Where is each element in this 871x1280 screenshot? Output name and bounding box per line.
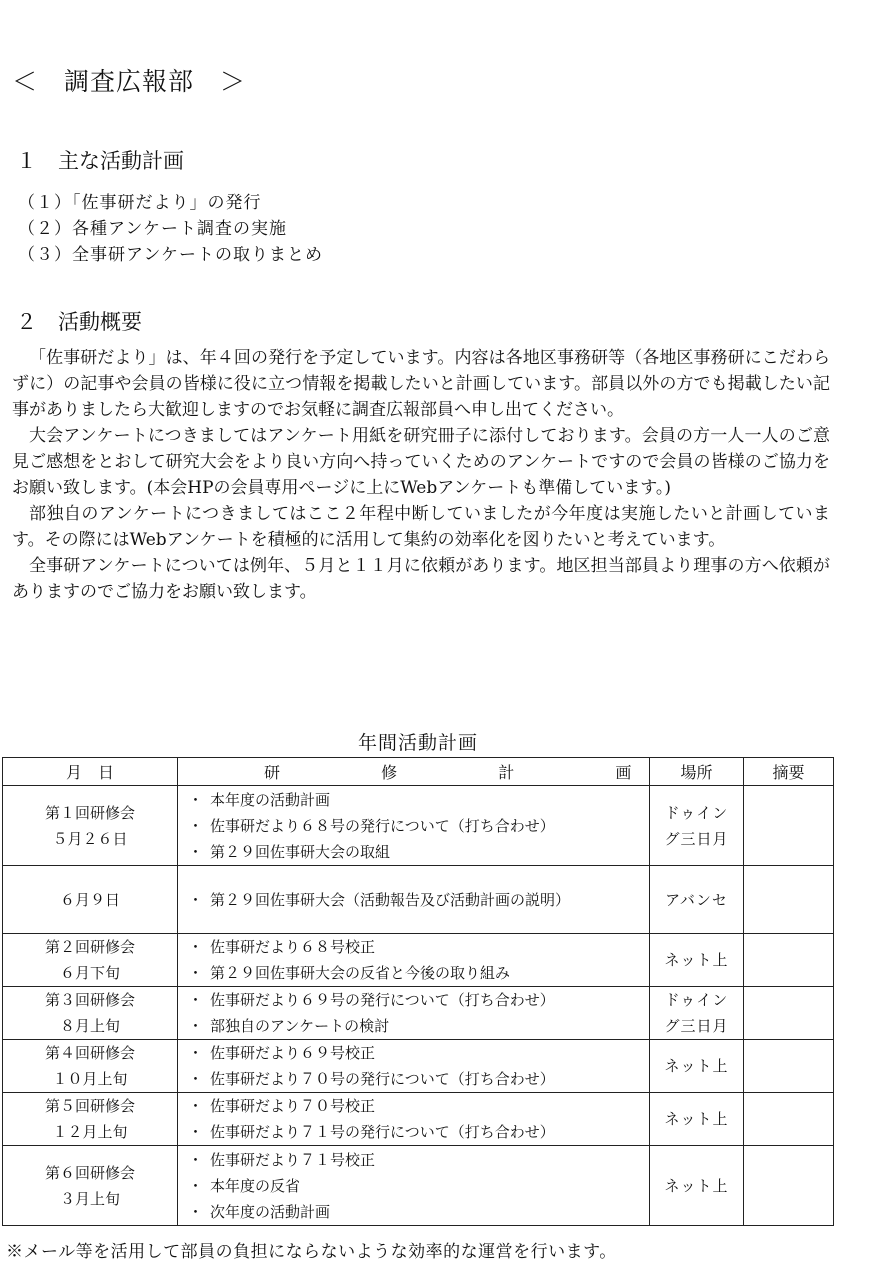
place-cell bbox=[650, 1040, 744, 1093]
plan-line bbox=[188, 1173, 649, 1199]
plan-line bbox=[188, 960, 649, 986]
plan-line bbox=[188, 813, 649, 839]
place-line: アバンセ bbox=[665, 890, 728, 909]
place-line: ネット上 bbox=[664, 1176, 729, 1195]
header-content-char: 計 bbox=[498, 763, 515, 782]
session-date-line: 第４回研修会 bbox=[44, 1044, 135, 1062]
bullet-icon: ・ bbox=[188, 1176, 204, 1195]
place-cell bbox=[650, 786, 744, 866]
place-cell bbox=[650, 1093, 744, 1146]
plan-line bbox=[188, 1093, 649, 1119]
plan-item-text: 佐事研だより６９号校正 bbox=[210, 1044, 376, 1062]
bullet-icon: ・ bbox=[188, 991, 204, 1009]
bullet-icon: ・ bbox=[188, 1017, 204, 1035]
training-plan-cell bbox=[178, 866, 650, 934]
note-cell bbox=[744, 934, 834, 987]
annual-plan-table bbox=[2, 757, 834, 1226]
bullet-icon: ・ bbox=[188, 964, 204, 982]
plan-item: （１）「佐事研だより」の発行 bbox=[18, 193, 262, 213]
table-row bbox=[3, 987, 834, 1040]
note-cell bbox=[744, 1146, 834, 1226]
overview-paragraph: 全事研アンケートについては例年、５月と１１月に依頼があります。地区担当部員より理事の方へ依頼がありますのでご協力をお願い致します。 bbox=[12, 556, 830, 602]
session-date-line: ８月上旬 bbox=[59, 1017, 120, 1035]
session-date-line: 第５回研修会 bbox=[44, 1097, 135, 1115]
training-plan-cell bbox=[178, 987, 650, 1040]
page-title: ＜ 調査広報部 ＞ bbox=[12, 67, 247, 96]
header-place: 場所 bbox=[650, 758, 744, 786]
place-line: グ三日月 bbox=[664, 829, 729, 848]
plan-item-text: 佐事研だより７０号の発行について（打ち合わせ） bbox=[210, 1070, 555, 1088]
note-cell bbox=[744, 866, 834, 934]
session-date-cell bbox=[3, 1093, 178, 1146]
note-cell bbox=[744, 786, 834, 866]
header-content-char: 研 bbox=[264, 763, 281, 782]
bullet-icon: ・ bbox=[188, 842, 204, 861]
plan-line bbox=[188, 987, 649, 1013]
bullet-icon: ・ bbox=[188, 1097, 204, 1115]
note-cell bbox=[744, 987, 834, 1040]
plan-item-text: 本年度の活動計画 bbox=[210, 790, 331, 809]
header-content-char: 修 bbox=[381, 763, 398, 782]
overview-paragraph: 「佐事研だより」は、年４回の発行を予定しています。内容は各地区事務研等（各地区事務研にこだわらずに）の記事や会員の皆様に役に立つ情報を掲載したいと計画しています。部員以外の方でも掲載したい記事がありましたら大歓迎しますのでお気軽に調査広報部員へ申し出てください。 bbox=[12, 348, 830, 420]
session-date-line: ５月２６日 bbox=[52, 829, 128, 848]
table-row bbox=[3, 934, 834, 987]
plan-item-text: 第２９回佐事研大会（活動報告及び活動計画の説明） bbox=[210, 890, 571, 909]
plan-item: （２）各種アンケート調査の実施 bbox=[18, 219, 287, 239]
bullet-icon: ・ bbox=[188, 1044, 204, 1062]
plan-item: （３）全事研アンケートの取りまとめ bbox=[18, 245, 323, 265]
plan-line bbox=[188, 1147, 649, 1173]
plan-item-text: 佐事研だより７０号校正 bbox=[210, 1097, 376, 1115]
footer-note: ※メール等を活用して部員の負担にならないような効率的な運営を行います。 bbox=[6, 1242, 617, 1262]
session-date-line: 第６回研修会 bbox=[44, 1163, 135, 1182]
session-date-line: ６月９日 bbox=[59, 890, 120, 909]
plan-item-text: 次年度の活動計画 bbox=[210, 1202, 331, 1221]
place-line: ネット上 bbox=[664, 1057, 729, 1075]
training-plan-cell bbox=[178, 934, 650, 987]
bullet-icon: ・ bbox=[188, 1070, 204, 1088]
plan-item-text: 佐事研だより７１号校正 bbox=[210, 1150, 376, 1169]
session-date-line: 第２回研修会 bbox=[44, 938, 135, 956]
overview-body bbox=[12, 345, 830, 605]
place-line: ドゥイン bbox=[664, 803, 729, 822]
place-cell bbox=[650, 1146, 744, 1226]
header-date: 月 日 bbox=[3, 758, 178, 786]
session-date-line: 第１回研修会 bbox=[44, 803, 135, 822]
plan-line bbox=[188, 1119, 649, 1145]
place-cell bbox=[650, 934, 744, 987]
training-plan-cell bbox=[178, 1146, 650, 1226]
header-content-char: 画 bbox=[615, 763, 632, 782]
session-date-cell bbox=[3, 934, 178, 987]
plan-line bbox=[188, 839, 649, 865]
session-date-cell bbox=[3, 1146, 178, 1226]
place-line: ドゥイン bbox=[664, 991, 729, 1009]
session-date-cell bbox=[3, 1040, 178, 1093]
place-cell bbox=[650, 866, 744, 934]
plan-item-text: 佐事研だより６９号の発行について（打ち合わせ） bbox=[210, 991, 555, 1009]
bullet-icon: ・ bbox=[188, 816, 204, 835]
plan-line bbox=[188, 934, 649, 960]
place-line: グ三日月 bbox=[664, 1017, 729, 1035]
session-date-line: 第３回研修会 bbox=[44, 991, 135, 1009]
plan-line bbox=[188, 787, 649, 813]
plan-item-text: 佐事研だより６８号校正 bbox=[210, 938, 376, 956]
section-heading-plan: １ 主な活動計画 bbox=[16, 149, 184, 173]
bullet-icon: ・ bbox=[188, 1123, 204, 1141]
header-note: 摘要 bbox=[744, 758, 834, 786]
place-cell bbox=[650, 987, 744, 1040]
plan-line bbox=[188, 1013, 649, 1039]
session-date-cell bbox=[3, 866, 178, 934]
bullet-icon: ・ bbox=[188, 890, 204, 909]
plan-item-text: 佐事研だより７１号の発行について（打ち合わせ） bbox=[210, 1123, 555, 1141]
header-content bbox=[178, 758, 650, 786]
overview-paragraph: 大会アンケートにつきましてはアンケート用紙を研究冊子に添付しております。会員の方一人一人のご意見ご感想をとおして研究大会をより良い方向へ持っていくためのアンケートですので会員の皆様のご協力をお願い致します。(本会HPの会員専用ページに上にWebアンケートも準備しています。) bbox=[12, 426, 830, 498]
plan-line bbox=[188, 887, 649, 913]
bullet-icon: ・ bbox=[188, 1150, 204, 1169]
place-line: ネット上 bbox=[664, 1110, 729, 1128]
training-plan-cell bbox=[178, 1040, 650, 1093]
session-date-cell bbox=[3, 786, 178, 866]
table-row bbox=[3, 1093, 834, 1146]
plan-line bbox=[188, 1066, 649, 1092]
session-date-line: １２月上旬 bbox=[52, 1123, 128, 1141]
table-row bbox=[3, 1146, 834, 1226]
overview-paragraph: 部独自のアンケートにつきましてはここ２年程中断していましたが今年度は実施したいと計画しています。その際にはWebアンケートを積極的に活用して集約の効率化を図りたいと考えています。 bbox=[12, 504, 830, 550]
table-row bbox=[3, 1040, 834, 1093]
bullet-icon: ・ bbox=[188, 1202, 204, 1221]
bullet-icon: ・ bbox=[188, 790, 204, 809]
plan-item-text: 第２９回佐事研大会の反省と今後の取り組み bbox=[210, 964, 511, 982]
note-cell bbox=[744, 1040, 834, 1093]
plan-item-text: 本年度の反省 bbox=[210, 1176, 301, 1195]
table-title: 年間活動計画 bbox=[357, 732, 478, 754]
session-date-line: ６月下旬 bbox=[59, 964, 120, 982]
table-row bbox=[3, 866, 834, 934]
place-line: ネット上 bbox=[664, 951, 729, 969]
session-date-cell bbox=[3, 987, 178, 1040]
plan-item-text: 佐事研だより６８号の発行について（打ち合わせ） bbox=[210, 816, 555, 835]
session-date-line: ３月上旬 bbox=[59, 1189, 120, 1208]
bullet-icon: ・ bbox=[188, 938, 204, 956]
plan-item-text: 第２９回佐事研大会の取組 bbox=[210, 842, 391, 861]
table-row bbox=[3, 786, 834, 866]
plan-line bbox=[188, 1040, 649, 1066]
training-plan-cell bbox=[178, 1093, 650, 1146]
session-date-line: １０月上旬 bbox=[52, 1070, 128, 1088]
section-heading-overview: ２ 活動概要 bbox=[16, 310, 142, 334]
plan-line bbox=[188, 1199, 649, 1225]
training-plan-cell bbox=[178, 786, 650, 866]
note-cell bbox=[744, 1093, 834, 1146]
plan-item-text: 部独自のアンケートの検討 bbox=[210, 1017, 390, 1035]
table-header-row bbox=[3, 758, 834, 786]
